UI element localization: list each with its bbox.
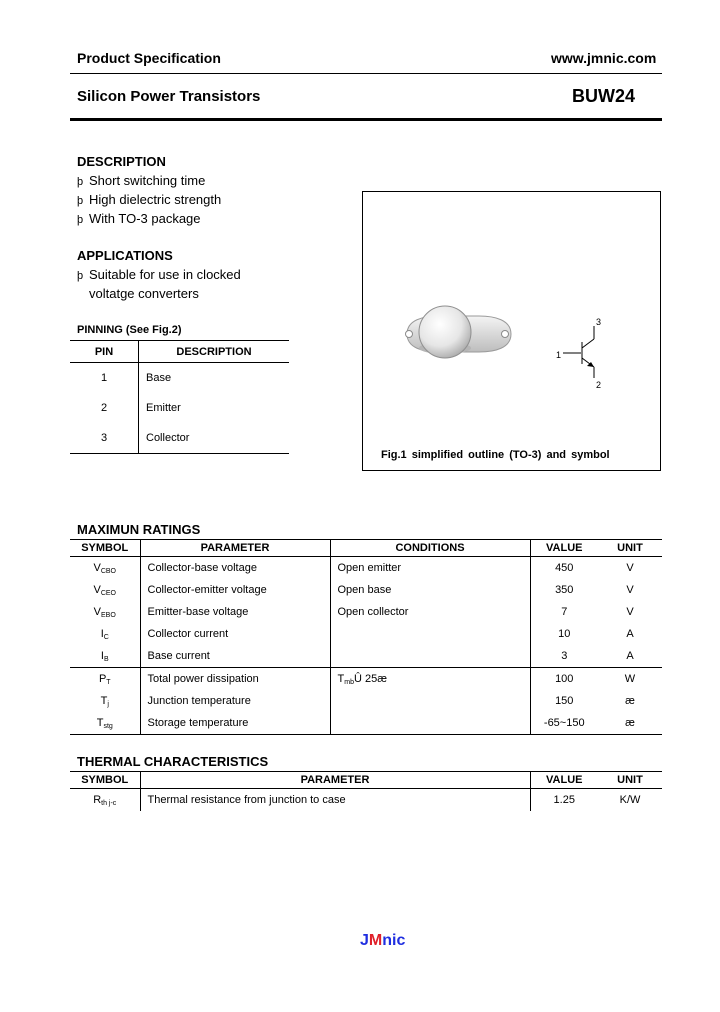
- max-ratings-title: MAXIMUN RATINGS: [77, 522, 201, 537]
- pin-number: 2: [70, 393, 139, 423]
- pin-header: PIN: [70, 341, 139, 363]
- conditions-header: CONDITIONS: [330, 540, 530, 557]
- value-cell: 10: [530, 623, 598, 645]
- parameter-cell: Storage temperature: [140, 712, 330, 735]
- pin-description: Collector: [139, 423, 290, 454]
- unit-cell: A: [598, 645, 662, 668]
- figure-drawing: [363, 192, 660, 442]
- value-cell: 1.25: [530, 789, 598, 812]
- parameter-cell: Collector current: [140, 623, 330, 645]
- symbol-cell: $V_{EBO}$: [93, 605, 116, 619]
- parameter-cell: Junction temperature: [140, 690, 330, 712]
- description-item: þ With TO-3 package: [77, 211, 201, 226]
- value-header: VALUE: [530, 540, 598, 557]
- unit-cell: æ: [598, 712, 662, 735]
- symbol-pin-2-label: 2: [596, 380, 602, 390]
- conditions-cell: [330, 690, 530, 712]
- value-header: VALUE: [530, 772, 598, 789]
- pin-description: Base: [146, 372, 172, 384]
- unit-cell: K/W: [619, 794, 641, 806]
- product-spec-label: Product Specification: [77, 50, 221, 66]
- unit-cell: æ: [625, 695, 635, 707]
- symbol-pin-1-label: 1: [556, 350, 562, 360]
- parameter-cell: Collector-base voltage: [140, 557, 330, 580]
- bullet-icon: þ: [77, 270, 84, 282]
- bullet-icon: þ: [77, 195, 84, 207]
- table-row: [70, 712, 662, 735]
- jmnic-logo: JMnic: [360, 932, 406, 949]
- parameter-cell: Thermal resistance from junction to case: [140, 789, 530, 812]
- value-cell: 150: [530, 690, 598, 712]
- application-item-continued: voltatge converters: [89, 286, 199, 301]
- bullet-icon: þ: [77, 214, 84, 226]
- table-row: [70, 668, 662, 691]
- unit-cell: A: [626, 628, 634, 640]
- table-row: [70, 623, 662, 645]
- pinning-title: PINNING (See Fig.2): [77, 324, 182, 336]
- table-row: [70, 393, 289, 423]
- bullet-icon: þ: [77, 176, 84, 188]
- unit-cell: V: [626, 562, 634, 574]
- unit-header: UNIT: [598, 540, 662, 557]
- value-cell: 3: [530, 645, 598, 668]
- figure-box: [362, 191, 661, 471]
- symbol-cell: $I_C$: [100, 627, 109, 641]
- symbol-header: SYMBOL: [70, 772, 140, 789]
- description-title: DESCRIPTION: [77, 154, 166, 169]
- thermal-header-row: [70, 772, 662, 789]
- conditions-cell: [330, 645, 530, 668]
- symbol-cell: $P_T$: [98, 672, 111, 686]
- pin-description-header: DESCRIPTION: [139, 341, 290, 363]
- value-cell: 350: [530, 579, 598, 601]
- symbol-pin-3-label: 3: [596, 317, 602, 327]
- table-row: [70, 645, 662, 668]
- symbol-cell: $V_{CEO}$: [93, 583, 116, 597]
- pin-number: 1: [70, 363, 139, 394]
- table-row: [70, 423, 289, 454]
- conditions-cell: Open collector: [330, 601, 530, 623]
- symbol-cell: $T_j$: [100, 694, 109, 708]
- pin-description: Emitter: [146, 402, 181, 414]
- part-number: BUW24: [572, 86, 636, 106]
- symbol-cell: $T_{stg}$: [70, 712, 140, 735]
- description-item: þ High dielectric strength: [77, 192, 222, 207]
- value-cell: -65~150: [530, 712, 598, 735]
- conditions-cell: [330, 712, 530, 735]
- symbol-cell: $V_{CBO}$: [93, 561, 116, 575]
- unit-header: UNIT: [598, 772, 662, 789]
- parameter-cell: Collector-emitter voltage: [140, 579, 330, 601]
- header-divider-thick: [70, 118, 662, 121]
- unit-cell: V: [626, 584, 634, 596]
- to3-package-icon: [406, 306, 512, 358]
- applications-title: APPLICATIONS: [77, 248, 173, 263]
- page-subtitle: Silicon Power Transistors: [77, 88, 261, 105]
- symbol-header: SYMBOL: [70, 540, 140, 557]
- npn-transistor-symbol-icon: [563, 326, 594, 378]
- thermal-table: [70, 771, 662, 811]
- value-cell: 7: [530, 601, 598, 623]
- table-row: [70, 690, 662, 712]
- parameter-cell: Base current: [140, 645, 330, 668]
- thermal-title: THERMAL CHARACTERISTICS: [77, 754, 269, 769]
- parameter-cell: Total power dissipation: [140, 668, 330, 691]
- max-ratings-table: [70, 539, 662, 735]
- table-row: [70, 557, 662, 580]
- table-row: [70, 363, 289, 394]
- website-label: www.jmnic.com: [551, 50, 657, 66]
- table-row: [70, 601, 662, 623]
- pinning-header-row: [70, 341, 289, 363]
- value-cell: 100: [530, 668, 598, 691]
- symbol-cell: $R_{th j-c}$: [93, 793, 117, 807]
- parameter-header: PARAMETER: [140, 772, 530, 789]
- description-item: þ Short switching time: [77, 173, 206, 188]
- header-divider-thin: [70, 73, 662, 74]
- value-cell: 450: [530, 557, 598, 580]
- parameter-header: PARAMETER: [140, 540, 330, 557]
- table-row: [70, 579, 662, 601]
- max-ratings-header-row: [70, 540, 662, 557]
- unit-cell: W: [624, 673, 636, 685]
- figure-caption: Fig.1 simplified outline (TO-3) and symbol: [381, 449, 610, 461]
- parameter-cell: Emitter-base voltage: [140, 601, 330, 623]
- conditions-cell: Open base: [330, 579, 530, 601]
- conditions-cell: [330, 623, 530, 645]
- table-row: [70, 789, 662, 812]
- pin-number: 3: [70, 423, 139, 454]
- conditions-cell: Open emitter: [330, 557, 530, 580]
- unit-cell: V: [626, 606, 634, 618]
- pinning-table: [70, 340, 289, 454]
- conditions-cell: $T_{mb}Û$ 25æ: [330, 668, 530, 691]
- application-item: þ Suitable for use in clocked: [77, 267, 241, 282]
- symbol-cell: $I_B$: [70, 645, 140, 668]
